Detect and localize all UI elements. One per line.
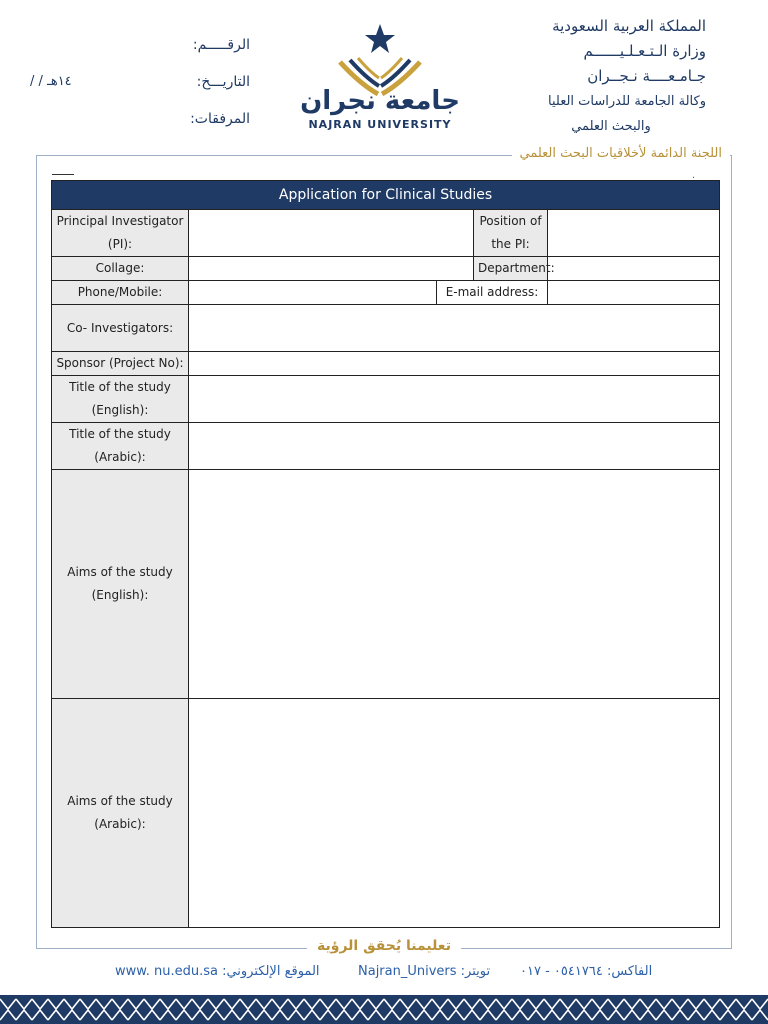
co-investigators-label: Co- Investigators: bbox=[52, 305, 189, 352]
ref-date-format: / / ١٤هـ bbox=[30, 74, 72, 89]
sponsor-field[interactable] bbox=[189, 352, 720, 376]
position-field[interactable] bbox=[548, 210, 720, 257]
reference-fields bbox=[30, 34, 250, 145]
logo-english-text: NAJRAN UNIVERSITY bbox=[308, 118, 452, 131]
email-field[interactable] bbox=[548, 281, 720, 305]
co-investigators-row bbox=[52, 305, 720, 352]
logo-arabic-text: جامعة نجران bbox=[300, 86, 460, 116]
ministry-name: وزارة الـتـعـلـيــــــم bbox=[583, 42, 706, 60]
ministry-header bbox=[476, 14, 706, 139]
phone-field[interactable] bbox=[189, 281, 437, 305]
aims-ar-row bbox=[52, 699, 720, 928]
title-ar-field[interactable] bbox=[189, 423, 720, 470]
form-title-row bbox=[52, 181, 720, 210]
college-label: Collage: bbox=[52, 257, 189, 281]
title-en-row bbox=[52, 376, 720, 423]
clinical-study-form bbox=[51, 180, 720, 928]
form-title: Application for Clinical Studies bbox=[52, 181, 720, 210]
agency-line-1: وكالة الجامعة للدراسات العليا bbox=[548, 94, 706, 109]
ref-number-label: الرقـــــم: bbox=[192, 37, 250, 53]
pi-row bbox=[52, 210, 720, 257]
ref-number-row bbox=[30, 34, 250, 71]
phone-label: Phone/Mobile: bbox=[52, 281, 189, 305]
dot-mark: . bbox=[692, 170, 696, 181]
sponsor-row bbox=[52, 352, 720, 376]
aims-ar-field[interactable] bbox=[189, 699, 720, 928]
title-ar-label: Title of the study (Arabic): bbox=[52, 423, 189, 470]
college-field[interactable] bbox=[189, 257, 474, 281]
department-label: Department: bbox=[474, 257, 548, 281]
motto-text: تعليمنا يُحقق الرؤية bbox=[307, 938, 461, 954]
pi-field[interactable] bbox=[189, 210, 474, 257]
title-en-label: Title of the study (English): bbox=[52, 376, 189, 423]
aims-en-field[interactable] bbox=[189, 470, 720, 699]
divider bbox=[52, 174, 74, 175]
footer-website[interactable]: www. nu.edu.sa :الموقع الإلكتروني bbox=[115, 964, 320, 979]
university-motto bbox=[0, 938, 768, 954]
agency-line-2: والبحث العلمي bbox=[571, 119, 651, 134]
university-name: جـامـعــــة نـجــران bbox=[587, 67, 706, 85]
title-ar-row bbox=[52, 423, 720, 470]
committee-title: اللجنة الدائمة لأخلاقيات البحث العلمي bbox=[512, 146, 731, 161]
email-label: E-mail address: bbox=[437, 281, 548, 305]
ref-date-row bbox=[30, 71, 250, 108]
aims-ar-label: Aims of the study (Arabic): bbox=[52, 699, 189, 928]
sponsor-label: Sponsor (Project No): bbox=[52, 352, 189, 376]
phone-row bbox=[52, 281, 720, 305]
ref-attachments-row bbox=[30, 108, 250, 145]
decorative-pattern-band bbox=[0, 995, 768, 1024]
position-label: Position of the PI: bbox=[474, 210, 548, 257]
co-investigators-field[interactable] bbox=[189, 305, 720, 352]
aims-en-row bbox=[52, 470, 720, 699]
footer-twitter[interactable]: Najran_Univers :تويتر bbox=[358, 964, 491, 979]
title-en-field[interactable] bbox=[189, 376, 720, 423]
aims-en-label: Aims of the study (English): bbox=[52, 470, 189, 699]
footer-fax: الفاكس: ٠٥٤١٧٦٤ - ٠١٧ bbox=[520, 964, 653, 979]
kingdom-name: المملكة العربية السعودية bbox=[552, 17, 706, 35]
college-row bbox=[52, 257, 720, 281]
ref-date-label: التاريـــخ: bbox=[196, 74, 250, 90]
ref-attachments-label: المرفقات: bbox=[190, 111, 250, 127]
department-field[interactable] bbox=[548, 257, 720, 281]
pi-label: Principal Investigator (PI): bbox=[52, 210, 189, 257]
